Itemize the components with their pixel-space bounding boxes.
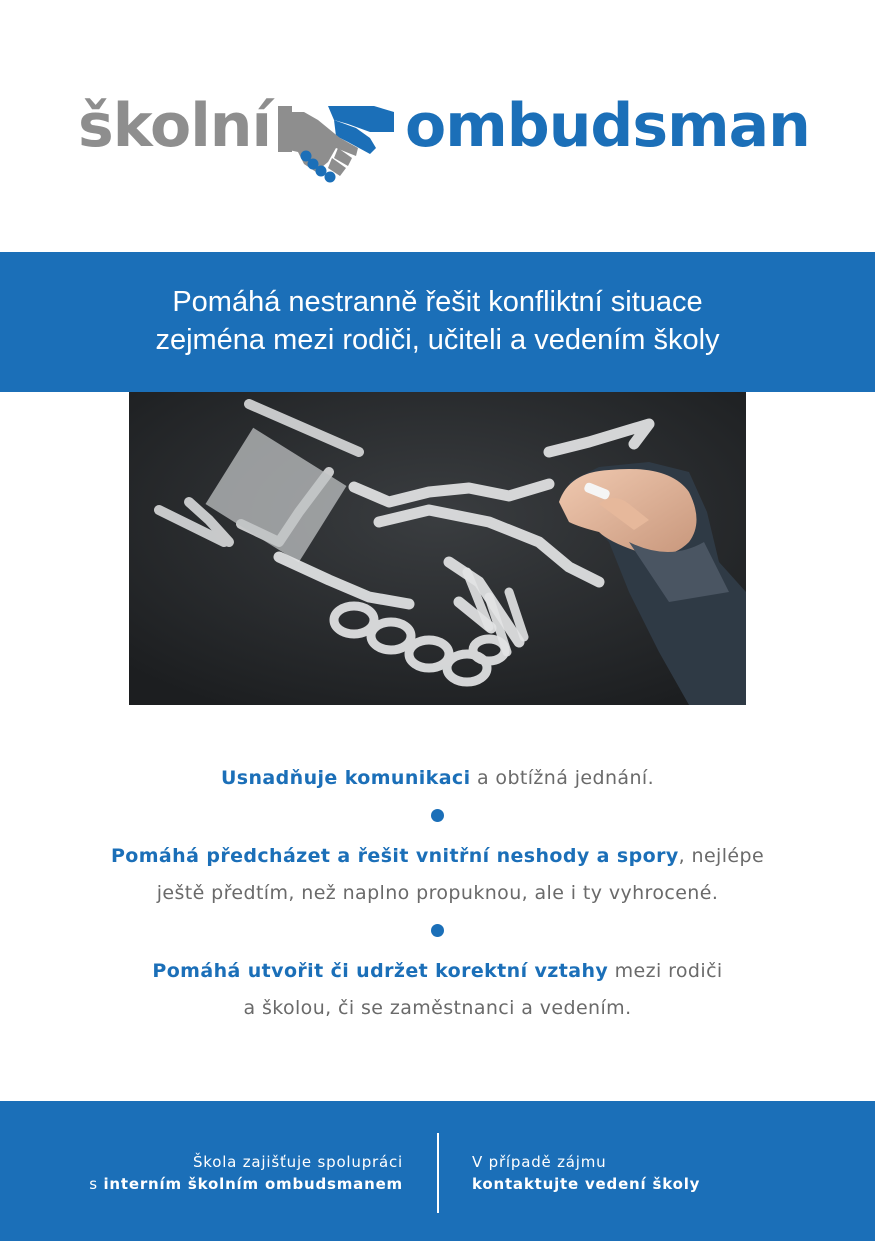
logo [0,80,875,190]
tagline-line-1: Pomáhá nestranně řešit konfliktní situace [172,286,703,318]
footer-left-prefix: s [89,1175,104,1193]
feature-highlight: Pomáhá předcházet a řešit vnitřní neshody a spory [110,845,679,867]
feature-item [60,760,815,797]
footer-bar [0,1101,875,1241]
footer-right-line-1: V případě zájmu [472,1153,607,1171]
handshake-icon [278,98,398,188]
feature-item [60,838,815,912]
logo-word-right: ombudsman [405,91,810,161]
feature-item [60,953,815,1027]
footer-right-highlight: kontaktujte vedení školy [472,1175,701,1193]
footer-left-highlight: interním školním ombudsmanem [103,1175,403,1193]
feature-highlight: Pomáhá utvořit či udržet korektní vztahy [152,960,609,982]
footer-divider [437,1133,439,1213]
feature-highlight: Usnadňuje komunikaci [220,767,471,789]
logo-word-left: školní [78,91,272,161]
feature-text-line-2: a školou, či se zaměstnanci a vedením. [243,997,632,1019]
feature-text: a obtížná jednání. [470,767,655,789]
footer-right-text [472,1151,700,1195]
feature-text-line-2: ještě předtím, než naplno propuknou, ale i ty vyhrocené. [156,882,719,904]
tagline-line-2: zejména mezi rodiči, učiteli a vedením školy [155,324,720,356]
feature-text: , nejlépe [678,845,765,867]
features-list [60,760,815,1027]
feature-text: mezi rodiči [608,960,723,982]
chalk-handshake-photo [129,392,746,705]
bullet-dot-icon [431,809,444,822]
tagline-banner [0,252,875,392]
chalk-handshake-illustration [129,392,746,705]
footer-left-text [89,1151,403,1195]
footer-left-line-1: Škola zajišťuje spolupráci [192,1153,403,1171]
bullet-dot-icon [431,924,444,937]
